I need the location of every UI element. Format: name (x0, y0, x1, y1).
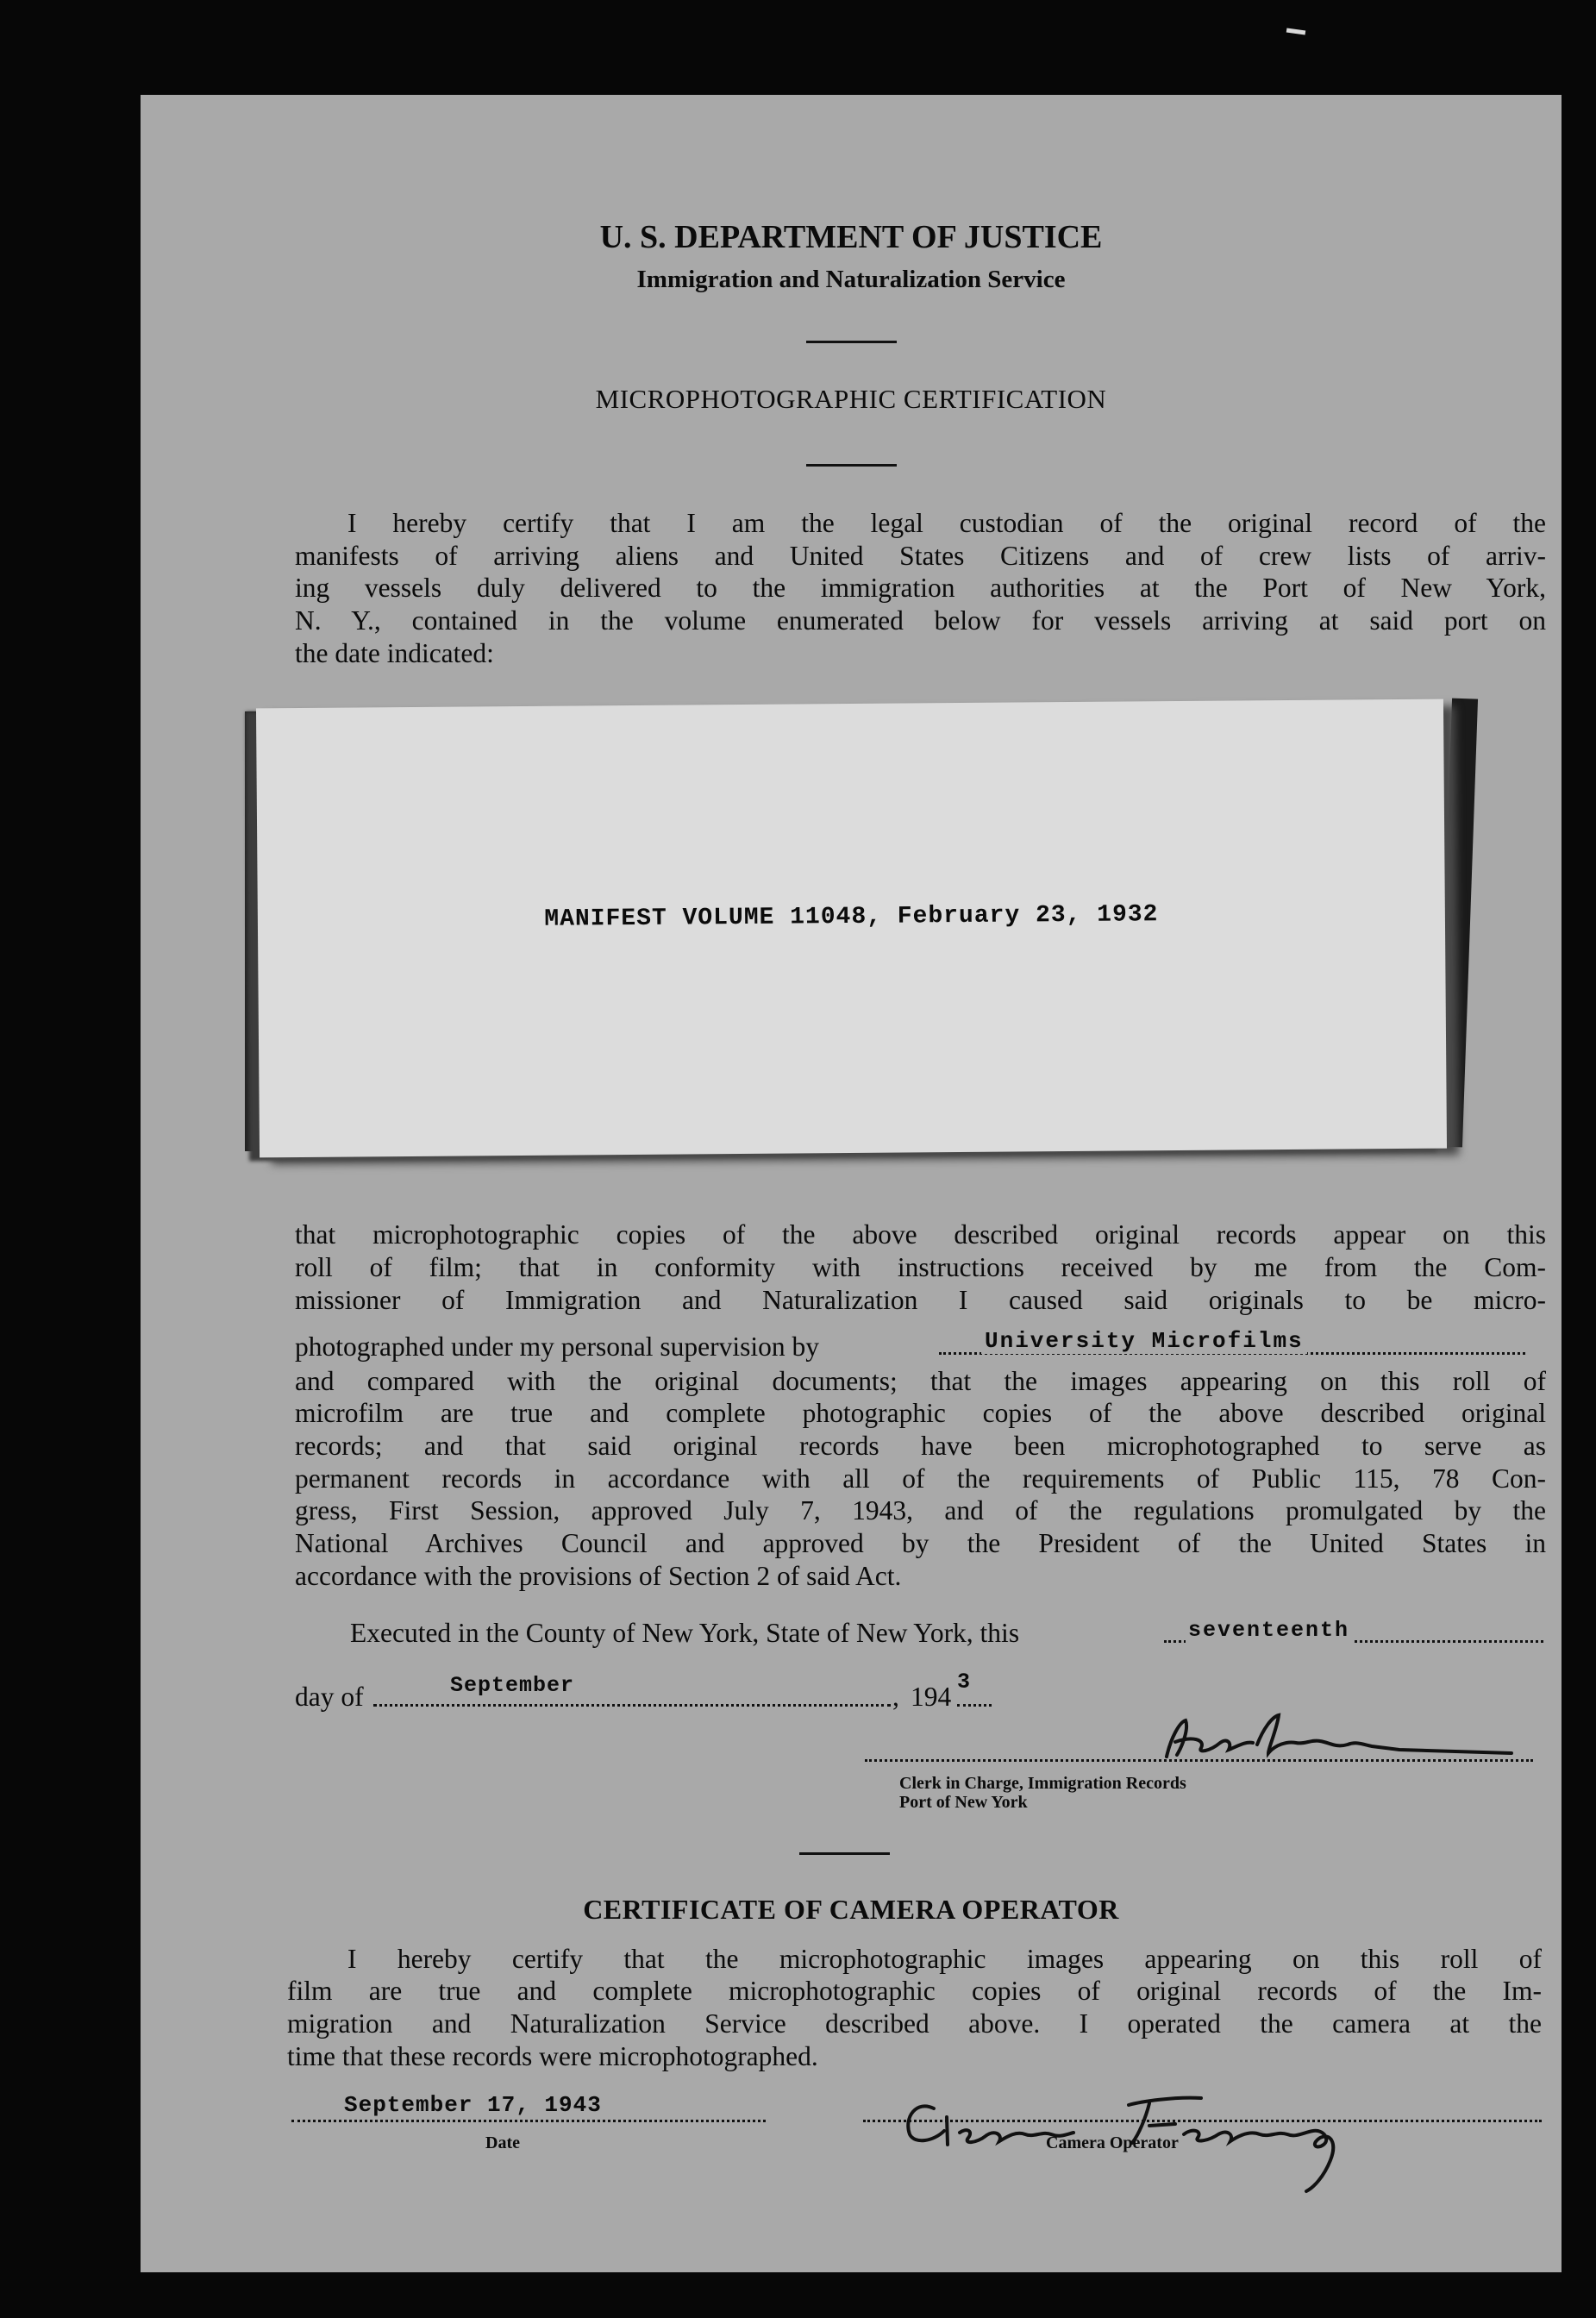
certification-title: MICROPHOTOGRAPHIC CERTIFICATION (595, 384, 1107, 414)
divider (806, 464, 897, 467)
body-line: accordance with the provisions of Section 2 of said Act. (295, 1561, 902, 1591)
date-line (291, 2120, 766, 2122)
year-digit: 3 (957, 1670, 971, 1695)
executed-text: Executed in the County of New York, State of New York, this (350, 1618, 1020, 1648)
body-line: National Archives Council and approved by the President of the United States in (295, 1528, 1546, 1558)
day-of-label: day of (295, 1682, 364, 1712)
date-label: Date (485, 2133, 520, 2152)
operator-line: film are true and complete microphotographic copies of original records of the Im- (287, 1976, 1542, 2006)
year-comma: , (892, 1682, 899, 1712)
manifest-slip (256, 699, 1447, 1158)
body-line: that microphotographic copies of the above described original records appear on this (295, 1219, 1546, 1250)
intro-line: manifests of arriving aliens and United States Citizens and of crew lists of arriv- (295, 541, 1546, 571)
clerk-title: Clerk in Charge, Immigration Records (899, 1774, 1186, 1793)
divider (799, 1852, 890, 1855)
fill-in-line (373, 1704, 891, 1707)
film-scratch (1286, 28, 1305, 34)
operator-line: migration and Naturalization Service described above. I operated the camera at the (287, 2008, 1542, 2039)
body-line: and compared with the original documents; that the images appearing on this roll of (295, 1366, 1546, 1396)
camera-operator-label: Camera Operator (1046, 2133, 1179, 2152)
year-prefix: 194 (911, 1682, 952, 1712)
operator-date: September 17, 1943 (344, 2092, 602, 2118)
intro-line: N. Y., contained in the volume enumerated below for vessels arriving at said port on (295, 605, 1546, 636)
body-line: microfilm are true and complete photographic copies of the above described original (295, 1398, 1546, 1428)
body-line: gress, First Session, approved July 7, 1943, and of the regulations promulgated by the (295, 1495, 1546, 1525)
service-subtitle: Immigration and Naturalization Service (636, 266, 1066, 293)
operator-line: I hereby certify that the microphotographic images appearing on this roll of (347, 1944, 1542, 1974)
intro-line: I hereby certify that I am the legal custodian of the original record of the (347, 508, 1546, 538)
intro-line: the date indicated: (295, 638, 494, 668)
body-line: records; and that said original records have been microphotographed to serve as (295, 1431, 1546, 1461)
body-line: photographed under my personal supervision by (295, 1331, 820, 1362)
clerk-port: Port of New York (899, 1793, 1028, 1812)
department-title: U. S. DEPARTMENT OF JUSTICE (599, 219, 1103, 255)
divider (806, 341, 897, 343)
execution-day: seventeenth (1186, 1618, 1352, 1643)
certification-sheet (141, 95, 1562, 2272)
manifest-volume-text: MANIFEST VOLUME 11048, February 23, 1932 (544, 901, 1159, 933)
supervisor-name: University Microfilms (981, 1328, 1307, 1354)
body-line: permanent records in accordance with all of the requirements of Public 115, 78 Con- (295, 1463, 1546, 1494)
body-line: roll of film; that in conformity with instructions received by me from the Com- (295, 1252, 1546, 1282)
operator-certificate-title: CERTIFICATE OF CAMERA OPERATOR (583, 1894, 1119, 1925)
signature-line (865, 1759, 1533, 1762)
signature-line (863, 2120, 1542, 2122)
clerk-signature-icon (994, 1703, 1546, 1772)
intro-line: ing vessels duly delivered to the immigration authorities at the Port of New York, (295, 573, 1546, 603)
body-line: missioner of Immigration and Naturalization I caused said originals to be micro- (295, 1285, 1546, 1315)
operator-line: time that these records were microphotographed. (287, 2041, 818, 2071)
fill-in-line (957, 1704, 992, 1707)
execution-month: September (448, 1673, 577, 1698)
